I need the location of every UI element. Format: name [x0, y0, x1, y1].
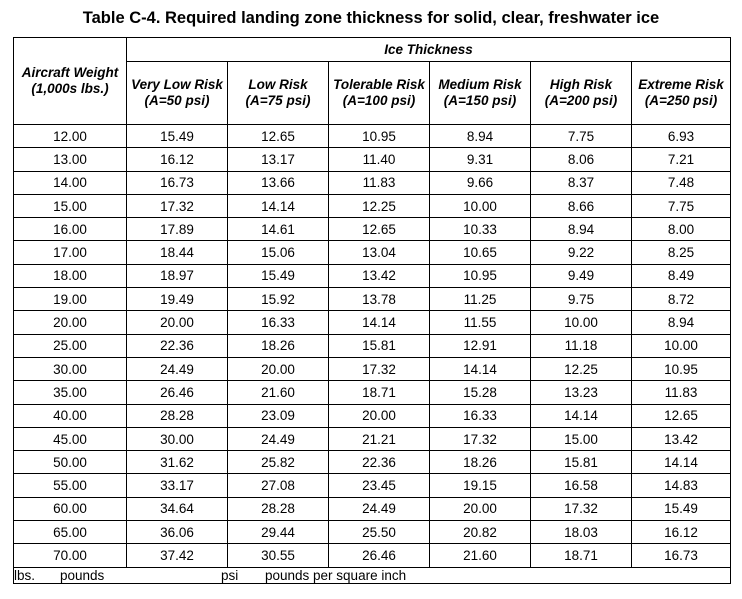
ice-thickness-cell: 20.00 [127, 311, 228, 334]
column-header-medium-risk: Medium Risk (A=150 psi) [430, 62, 531, 125]
ice-thickness-cell: 20.00 [228, 357, 329, 380]
table-row [14, 264, 731, 287]
column-header-very-low-risk: Very Low Risk (A=50 psi) [127, 62, 228, 125]
ice-thickness-cell: 15.81 [531, 451, 632, 474]
ice-thickness-cell: 16.12 [632, 521, 731, 544]
table-row [14, 171, 731, 194]
aircraft-weight-cell: 70.00 [14, 544, 127, 567]
ice-thickness-cell: 7.48 [632, 171, 731, 194]
table-row [14, 334, 731, 357]
table-row [14, 381, 731, 404]
aircraft-weight-cell: 15.00 [14, 194, 127, 217]
ice-thickness-cell: 7.75 [531, 125, 632, 148]
ice-thickness-cell: 13.17 [228, 148, 329, 171]
ice-thickness-cell: 20.82 [430, 521, 531, 544]
ice-thickness-cell: 13.42 [632, 427, 731, 450]
aircraft-weight-cell: 60.00 [14, 497, 127, 520]
ice-thickness-cell: 8.94 [531, 218, 632, 241]
ice-thickness-cell: 13.23 [531, 381, 632, 404]
ice-thickness-cell: 17.32 [127, 194, 228, 217]
ice-thickness-cell: 14.14 [430, 357, 531, 380]
ice-thickness-cell: 18.44 [127, 241, 228, 264]
ice-thickness-cell: 18.03 [531, 521, 632, 544]
table-row [14, 474, 731, 497]
aircraft-weight-cell: 13.00 [14, 148, 127, 171]
ice-thickness-cell: 19.15 [430, 474, 531, 497]
table-row [14, 357, 731, 380]
ice-thickness-cell: 16.73 [127, 171, 228, 194]
ice-thickness-cell: 15.28 [430, 381, 531, 404]
ice-thickness-cell: 15.00 [531, 427, 632, 450]
ice-thickness-cell: 23.09 [228, 404, 329, 427]
ice-thickness-cell: 15.81 [329, 334, 430, 357]
ice-thickness-cell: 21.60 [430, 544, 531, 567]
ice-thickness-cell: 16.58 [531, 474, 632, 497]
ice-thickness-cell: 11.83 [329, 171, 430, 194]
ice-thickness-cell: 21.60 [228, 381, 329, 404]
aircraft-weight-cell: 55.00 [14, 474, 127, 497]
ice-thickness-cell: 17.89 [127, 218, 228, 241]
ice-thickness-cell: 13.04 [329, 241, 430, 264]
ice-thickness-cell: 17.32 [430, 427, 531, 450]
ice-thickness-cell: 12.91 [430, 334, 531, 357]
ice-thickness-cell: 18.71 [531, 544, 632, 567]
ice-thickness-cell: 31.62 [127, 451, 228, 474]
ice-thickness-cell: 10.00 [531, 311, 632, 334]
ice-thickness-cell: 26.46 [329, 544, 430, 567]
ice-thickness-cell: 18.71 [329, 381, 430, 404]
ice-thickness-cell: 8.49 [632, 264, 731, 287]
ice-thickness-cell: 30.55 [228, 544, 329, 567]
ice-thickness-cell: 8.94 [430, 125, 531, 148]
table-row [14, 311, 731, 334]
ice-thickness-cell: 18.97 [127, 264, 228, 287]
ice-thickness-cell: 8.37 [531, 171, 632, 194]
aircraft-weight-cell: 20.00 [14, 311, 127, 334]
ice-thickness-cell: 24.49 [228, 427, 329, 450]
ice-thickness-cell: 9.31 [430, 148, 531, 171]
ice-thickness-cell: 11.55 [430, 311, 531, 334]
ice-thickness-cell: 14.83 [632, 474, 731, 497]
table-row [14, 544, 731, 567]
aircraft-weight-cell: 18.00 [14, 264, 127, 287]
ice-thickness-cell: 37.42 [127, 544, 228, 567]
ice-thickness-cell: 27.08 [228, 474, 329, 497]
table-row [14, 427, 731, 450]
ice-thickness-cell: 17.32 [531, 497, 632, 520]
ice-thickness-cell: 23.45 [329, 474, 430, 497]
ice-thickness-cell: 14.14 [228, 194, 329, 217]
column-header-extreme-risk: Extreme Risk (A=250 psi) [632, 62, 731, 125]
ice-thickness-cell: 8.06 [531, 148, 632, 171]
ice-thickness-cell: 18.26 [430, 451, 531, 474]
ice-thickness-cell: 9.49 [531, 264, 632, 287]
table-row [14, 404, 731, 427]
ice-thickness-cell: 7.75 [632, 194, 731, 217]
footnote-def-psi: pounds per square inch [265, 567, 407, 583]
table-row [14, 497, 731, 520]
ice-thickness-cell: 7.21 [632, 148, 731, 171]
ice-thickness-cell: 24.49 [329, 497, 430, 520]
ice-thickness-cell: 15.49 [228, 264, 329, 287]
column-header-low-risk: Low Risk (A=75 psi) [228, 62, 329, 125]
table-body [14, 125, 731, 568]
ice-thickness-cell: 10.95 [329, 125, 430, 148]
ice-thickness-cell: 12.65 [632, 404, 731, 427]
ice-thickness-cell: 10.00 [632, 334, 731, 357]
ice-thickness-cell: 24.49 [127, 357, 228, 380]
ice-thickness-cell: 12.65 [329, 218, 430, 241]
ice-thickness-cell: 25.82 [228, 451, 329, 474]
ice-thickness-cell: 16.33 [430, 404, 531, 427]
ice-thickness-cell: 6.93 [632, 125, 731, 148]
ice-thickness-cell: 30.00 [127, 427, 228, 450]
aircraft-weight-cell: 17.00 [14, 241, 127, 264]
ice-thickness-cell: 8.72 [632, 288, 731, 311]
ice-thickness-cell: 14.14 [632, 451, 731, 474]
aircraft-weight-cell: 50.00 [14, 451, 127, 474]
ice-thickness-cell: 11.40 [329, 148, 430, 171]
table-row [14, 125, 731, 148]
ice-thickness-cell: 22.36 [329, 451, 430, 474]
column-header-tolerable-risk: Tolerable Risk (A=100 psi) [329, 62, 430, 125]
ice-thickness-cell: 13.78 [329, 288, 430, 311]
footnote-abbr-psi: psi [221, 567, 239, 583]
aircraft-weight-header: Aircraft Weight (1,000s lbs.) [14, 38, 127, 125]
ice-thickness-cell: 15.49 [632, 497, 731, 520]
ice-thickness-cell: 21.21 [329, 427, 430, 450]
ice-thickness-cell: 18.26 [228, 334, 329, 357]
aircraft-weight-cell: 25.00 [14, 334, 127, 357]
ice-thickness-cell: 8.94 [632, 311, 731, 334]
ice-thickness-cell: 11.18 [531, 334, 632, 357]
table-row [14, 288, 731, 311]
ice-thickness-cell: 20.00 [430, 497, 531, 520]
ice-thickness-cell: 25.50 [329, 521, 430, 544]
ice-thickness-cell: 15.06 [228, 241, 329, 264]
ice-thickness-cell: 10.33 [430, 218, 531, 241]
footnote-def-lbs: pounds [60, 567, 105, 583]
ice-thickness-cell: 9.66 [430, 171, 531, 194]
ice-thickness-cell: 20.00 [329, 404, 430, 427]
ice-thickness-cell: 12.65 [228, 125, 329, 148]
ice-thickness-cell: 14.61 [228, 218, 329, 241]
ice-thickness-cell: 16.73 [632, 544, 731, 567]
aircraft-weight-cell: 14.00 [14, 171, 127, 194]
aircraft-weight-cell: 19.00 [14, 288, 127, 311]
ice-thickness-cell: 9.22 [531, 241, 632, 264]
ice-thickness-cell: 34.64 [127, 497, 228, 520]
ice-thickness-cell: 11.83 [632, 381, 731, 404]
ice-thickness-cell: 12.25 [531, 357, 632, 380]
table-row [14, 451, 731, 474]
table-title: Table C-4. Required landing zone thickness for solid, clear, freshwater ice [82, 9, 660, 27]
ice-thickness-cell: 11.25 [430, 288, 531, 311]
aircraft-weight-cell: 16.00 [14, 218, 127, 241]
ice-thickness-cell: 15.49 [127, 125, 228, 148]
ice-thickness-cell: 9.75 [531, 288, 632, 311]
table-row [14, 194, 731, 217]
aircraft-weight-cell: 40.00 [14, 404, 127, 427]
ice-thickness-cell: 14.14 [531, 404, 632, 427]
table-row [14, 218, 731, 241]
ice-thickness-cell: 14.14 [329, 311, 430, 334]
ice-thickness-cell: 16.33 [228, 311, 329, 334]
ice-thickness-cell: 10.95 [632, 357, 731, 380]
ice-thickness-cell: 8.66 [531, 194, 632, 217]
ice-thickness-cell: 19.49 [127, 288, 228, 311]
ice-thickness-cell: 10.65 [430, 241, 531, 264]
ice-thickness-cell: 15.92 [228, 288, 329, 311]
aircraft-weight-cell: 65.00 [14, 521, 127, 544]
ice-thickness-group-header: Ice Thickness [127, 38, 731, 62]
ice-thickness-cell: 8.25 [632, 241, 731, 264]
ice-thickness-cell: 17.32 [329, 357, 430, 380]
ice-thickness-cell: 16.12 [127, 148, 228, 171]
aircraft-weight-cell: 30.00 [14, 357, 127, 380]
table-row [14, 241, 731, 264]
ice-thickness-cell: 28.28 [228, 497, 329, 520]
ice-thickness-cell: 29.44 [228, 521, 329, 544]
column-header-high-risk: High Risk (A=200 psi) [531, 62, 632, 125]
ice-thickness-table [13, 37, 731, 584]
footnote-abbr-lbs: lbs. [14, 567, 36, 583]
table-row [14, 148, 731, 171]
ice-thickness-cell: 10.00 [430, 194, 531, 217]
table-row [14, 521, 731, 544]
aircraft-weight-cell: 45.00 [14, 427, 127, 450]
ice-thickness-cell: 10.95 [430, 264, 531, 287]
ice-thickness-cell: 12.25 [329, 194, 430, 217]
ice-thickness-cell: 36.06 [127, 521, 228, 544]
aircraft-weight-cell: 35.00 [14, 381, 127, 404]
ice-thickness-cell: 13.66 [228, 171, 329, 194]
aircraft-weight-cell: 12.00 [14, 125, 127, 148]
table-footnote [14, 567, 731, 583]
ice-thickness-cell: 13.42 [329, 264, 430, 287]
ice-thickness-cell: 8.00 [632, 218, 731, 241]
ice-thickness-cell: 22.36 [127, 334, 228, 357]
ice-thickness-cell: 28.28 [127, 404, 228, 427]
ice-thickness-cell: 26.46 [127, 381, 228, 404]
ice-thickness-cell: 33.17 [127, 474, 228, 497]
